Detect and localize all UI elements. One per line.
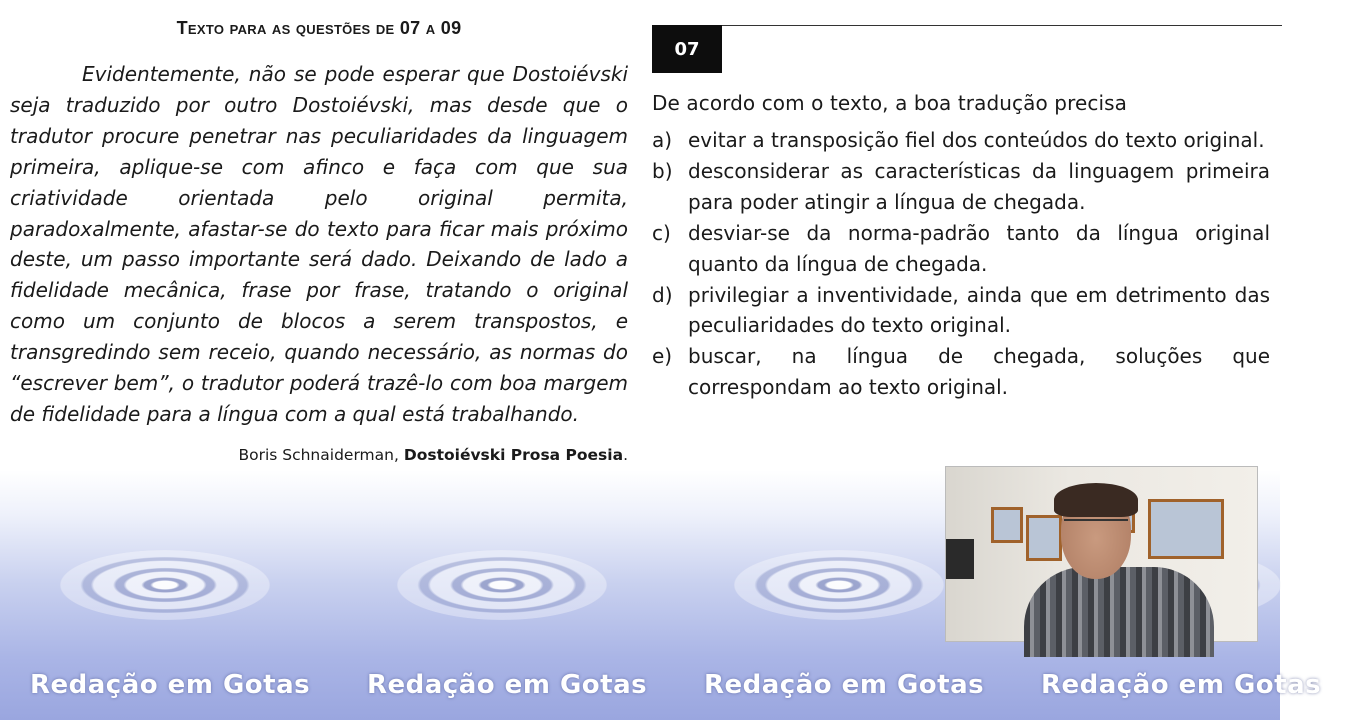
option-text: evitar a transposição fiel dos conteúdos do texto original. — [688, 128, 1265, 152]
header-divider — [722, 25, 1282, 26]
passage-body: Evidentemente, não se pode esperar que Dostoiévski seja traduzido por outro Dostoiévski, mas desde que o tradutor procure penetrar nas peculiaridades da linguagem primeira, aplique-se com afinco e faça com que sua criatividade orientada pelo original permita, paradoxalmente, afastar-se do texto para ficar mais próximo deste, um passo importante será dado. Deixando de lado a fidelidade mecânica, frase por frase, tratando o original como um conjunto de blocos a serem transpostos, e transgredindo sem receio, quando necessário, as normas do “escrever bem”, o tradutor poderá trazê-lo com boa margem de fidelidade para a língua com a qual está trabalhando. — [10, 62, 628, 426]
banner-tile — [337, 470, 674, 720]
water-ripple-image — [60, 550, 270, 620]
question-stem: De acordo com o texto, a boa tradução precisa — [652, 91, 1128, 115]
source-period: . — [623, 445, 628, 464]
answer-option-c[interactable] — [652, 218, 1270, 280]
answer-option-b[interactable] — [652, 156, 1270, 218]
source-title: Dostoiévski Prosa Poesia — [403, 445, 624, 464]
passage-heading-from: 07 — [399, 18, 421, 38]
passage-heading-connector: a — [425, 18, 436, 38]
question-header — [652, 25, 1270, 73]
picture-frame — [991, 507, 1023, 543]
tv-screen — [946, 539, 974, 579]
option-text: desviar-se da norma-padrão tanto da língua original quanto da língua de chegada. — [688, 220, 1270, 276]
passage-heading — [10, 18, 628, 39]
option-letter: b) — [652, 158, 673, 183]
option-text: desconsiderar as características da linguagem primeira para poder atingir a língua de chegada. — [688, 158, 1270, 214]
question-section — [652, 25, 1270, 403]
passage-source — [10, 446, 628, 464]
water-ripple-image — [734, 550, 944, 620]
brand-watermark: Redação em Gotas — [30, 670, 311, 700]
answer-option-e[interactable] — [652, 341, 1270, 403]
presenter-webcam-video — [945, 466, 1258, 642]
option-text: buscar, na língua de chegada, soluções que correspondam ao texto original. — [688, 344, 1270, 400]
brand-watermark: Redação em Gotas — [367, 670, 648, 700]
picture-frame — [1148, 499, 1224, 559]
option-letter: d) — [652, 282, 673, 307]
answer-option-d[interactable] — [652, 280, 1270, 342]
banner-tile — [0, 470, 337, 720]
option-letter: e) — [652, 344, 673, 369]
brand-watermark: Redação em Gotas — [1041, 670, 1322, 700]
source-author: Boris Schnaiderman, — [238, 445, 399, 464]
answer-options — [652, 125, 1270, 403]
passage-heading-label: Texto para as questões de — [176, 18, 395, 38]
option-text: privilegiar a inventividade, ainda que em detrimento das peculiaridades do texto original. — [688, 282, 1270, 338]
answer-option-a[interactable] — [652, 125, 1270, 156]
glasses-icon — [1064, 519, 1128, 533]
presenter-hair — [1054, 483, 1138, 517]
option-letter: a) — [652, 128, 673, 152]
passage-heading-to: 09 — [440, 18, 462, 38]
brand-watermark: Redação em Gotas — [704, 670, 985, 700]
water-ripple-image — [397, 550, 607, 620]
question-number-badge: 07 — [652, 25, 722, 73]
option-letter: c) — [652, 220, 671, 245]
presenter-shirt — [1024, 567, 1214, 657]
picture-frame — [1026, 515, 1062, 561]
passage-section — [10, 18, 628, 464]
